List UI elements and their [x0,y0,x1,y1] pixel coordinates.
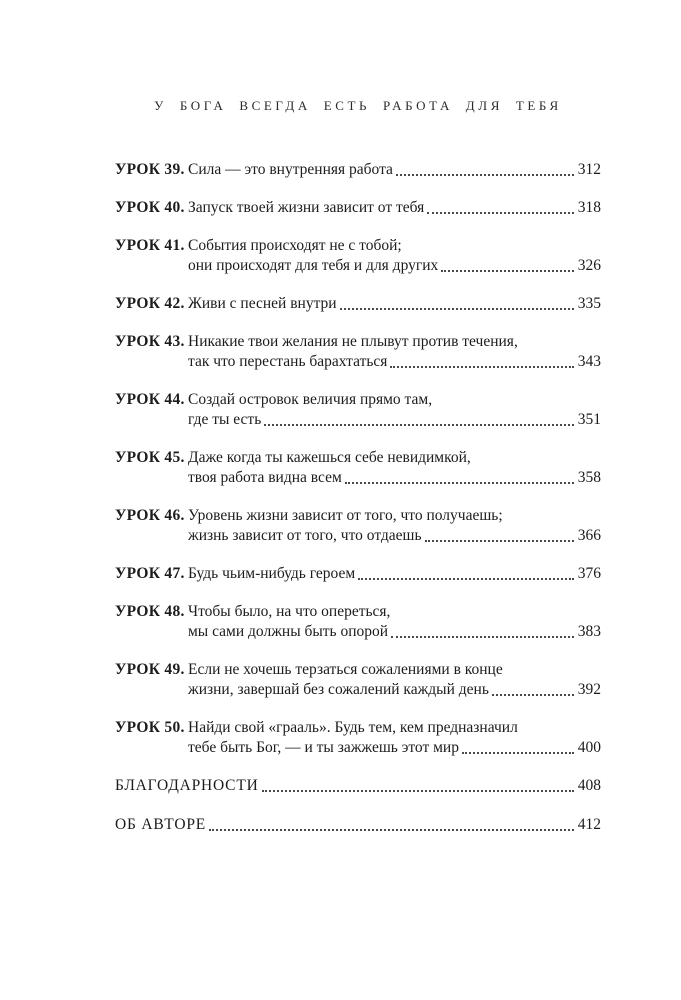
toc-entry-line [188,738,601,758]
toc-lesson-entry [115,564,601,584]
toc-lesson-entry [115,236,601,276]
toc-entry-line [188,602,601,622]
toc-entry-line [188,564,601,584]
page-number: 366 [577,527,601,544]
toc-entry-title: Сила — это внутренняя работа [188,161,393,178]
toc-entry-line [188,390,601,410]
toc-lesson-entry [115,506,601,546]
toc-entry-body [188,160,601,180]
toc-entry-title: жизни, завершай без сожалений каждый день [188,681,489,698]
toc-entry-label: УРОК 46. [115,507,185,524]
toc-entry-body [188,236,601,276]
toc-entry-title: так что перестань барахтаться [188,353,388,370]
dot-leader [441,270,573,272]
toc-entry-title: Найди свой «грааль». Будь тем, кем предназначил [188,719,518,736]
toc-entry-line [115,776,601,796]
toc-lesson-entry [115,160,601,180]
page-number: 408 [577,777,601,794]
page-number: 412 [577,816,601,833]
toc-entry-line [188,448,601,468]
toc-entry-body [115,776,601,796]
toc-entry-title: Запуск твоей жизни зависит от тебя [188,199,425,216]
toc-entry-title: Даже когда ты кажешься себе невидимкой, [188,449,471,466]
dot-leader [264,424,573,426]
toc-entry-title: твоя работа видна всем [188,469,342,486]
page-number: 318 [577,199,601,216]
toc-entry-title: тебе быть Бог, — и ты зажжешь этот мир [188,739,459,756]
toc-entry-line [188,332,601,352]
table-of-contents [115,160,601,835]
page-number: 392 [577,681,601,698]
page-number: 383 [577,623,601,640]
dot-leader [358,578,574,580]
toc-entry-line [188,680,601,700]
toc-entry-label: УРОК 39. [115,161,185,178]
toc-entry-title: Будь чьим-нибудь героем [188,565,356,582]
toc-entry-title: они происходят для тебя и для других [188,257,439,274]
toc-entry-line [188,256,601,276]
toc-entry-title: Чтобы было, на что опереться, [188,603,391,620]
toc-lesson-entry [115,660,601,700]
toc-entry-label: УРОК 40. [115,199,185,216]
dot-leader [492,694,574,696]
toc-section-entry [115,815,601,835]
page-number: 376 [577,565,601,582]
toc-entry-title: жизнь зависит от того, что отдаешь [188,527,422,544]
toc-entry-line [188,526,601,546]
toc-entry-body [188,602,601,642]
page-number: 343 [577,353,601,370]
toc-entry-title: События происходят не с тобой; [188,237,402,254]
toc-entry-label: УРОК 43. [115,333,185,350]
page-number: 351 [577,411,601,428]
toc-entry-line [188,718,601,738]
toc-entry-title: Если не хочешь терзаться сожалениями в конце [188,661,503,678]
toc-lesson-entry [115,602,601,642]
toc-entry-body [115,815,601,835]
toc-entry-title: БЛАГОДАРНОСТИ [115,777,259,794]
toc-entry-title: Уровень жизни зависит от того, что получаешь; [188,507,503,524]
toc-entry-line [188,410,601,430]
toc-lesson-entry [115,390,601,430]
dot-leader [462,752,574,754]
toc-entry-label: УРОК 48. [115,603,185,620]
toc-entry-body [188,198,601,218]
toc-entry-body [188,564,601,584]
toc-entry-title: мы сами должны быть опорой [188,623,389,640]
toc-lesson-entry [115,332,601,372]
toc-entry-line [188,236,601,256]
toc-entry-body [188,506,601,546]
toc-entry-line [188,506,601,526]
toc-entry-label: УРОК 44. [115,391,185,408]
toc-lesson-entry [115,198,601,218]
toc-entry-line [188,352,601,372]
dot-leader [345,482,574,484]
dot-leader [427,212,573,214]
toc-entry-label: УРОК 45. [115,449,185,466]
toc-entry-line [188,198,601,218]
toc-lesson-entry [115,448,601,488]
dot-leader [262,790,574,792]
toc-entry-line [188,468,601,488]
toc-entry-line [188,660,601,680]
dot-leader [391,636,574,638]
toc-entry-line [115,815,601,835]
toc-entry-title: Никакие твои желания не плывут против течения, [188,333,518,350]
toc-entry-label: УРОК 41. [115,237,185,254]
toc-entry-title: Живи с песней внутри [188,295,337,312]
toc-entry-line [188,160,601,180]
dot-leader [209,829,574,831]
toc-lesson-entry [115,718,601,758]
toc-entry-body [188,718,601,758]
toc-entry-label: УРОК 47. [115,565,185,582]
page-number: 358 [577,469,601,486]
page-number: 326 [577,257,601,274]
toc-entry-label: УРОК 42. [115,295,185,312]
page-number: 400 [577,739,601,756]
page-number: 312 [577,161,601,178]
dot-leader [396,174,574,176]
toc-entry-body [188,390,601,430]
toc-entry-label: УРОК 49. [115,661,185,678]
toc-entry-label: УРОК 50. [115,719,185,736]
toc-entry-body [188,448,601,488]
toc-entry-line [188,294,601,314]
page-number: 335 [577,295,601,312]
toc-entry-title: ОБ АВТОРЕ [115,816,207,833]
dot-leader [425,540,574,542]
toc-lesson-entry [115,294,601,314]
toc-entry-body [188,294,601,314]
running-head: У БОГА ВСЕГДА ЕСТЬ РАБОТА ДЛЯ ТЕБЯ [154,98,562,113]
dot-leader [340,308,574,310]
dot-leader [390,366,573,368]
toc-entry-line [188,622,601,642]
toc-section-entry [115,776,601,796]
toc-entry-body [188,332,601,372]
toc-entry-title: где ты есть [188,411,262,428]
toc-entry-title: Создай островок величия прямо там, [188,391,433,408]
toc-entry-body [188,660,601,700]
